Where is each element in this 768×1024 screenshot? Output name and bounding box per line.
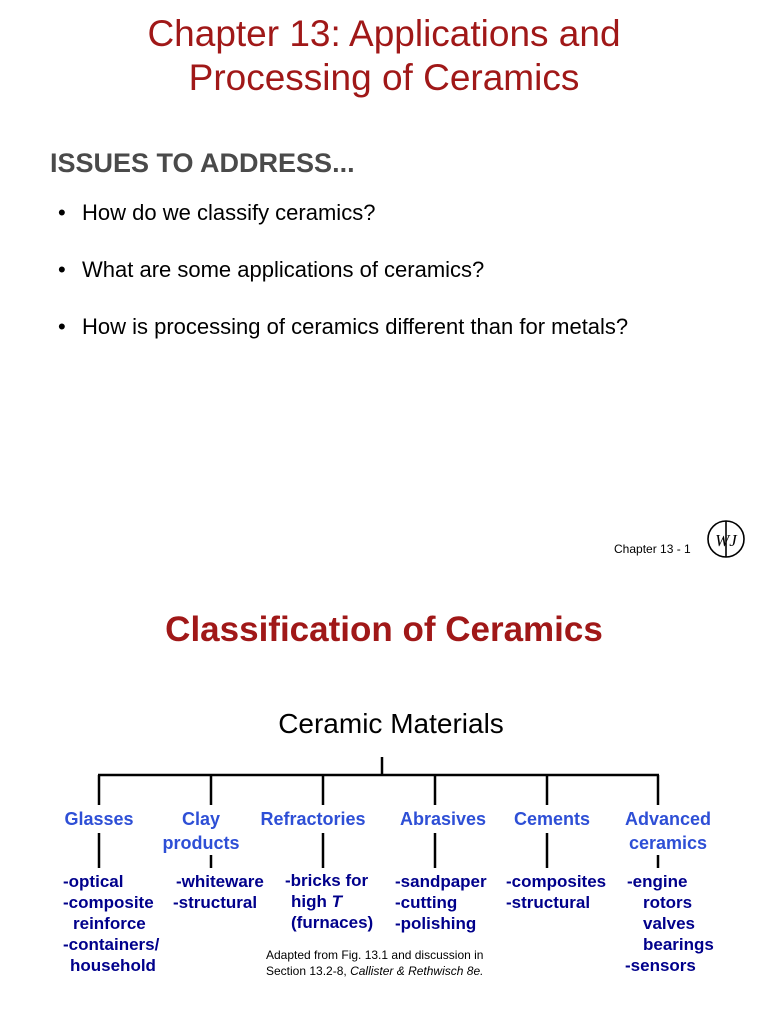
bullet-dot-icon: • — [58, 257, 66, 282]
clay-items — [173, 871, 264, 913]
category-label-line2: ceramics — [628, 833, 708, 853]
italic-temperature-symbol: T — [331, 892, 342, 911]
list-item: -bricks for — [285, 871, 369, 890]
list-item: valves — [643, 914, 695, 933]
category-label: Abrasives — [399, 809, 487, 829]
list-item: -sensors — [625, 956, 696, 975]
category-clay-products — [146, 807, 256, 855]
list-item: (furnaces) — [291, 913, 374, 932]
cements-items — [506, 871, 606, 913]
list-item: -polishing — [395, 914, 477, 933]
bullet-dot-icon: • — [58, 200, 66, 225]
category-cements — [497, 807, 607, 831]
category-label-line2: products — [162, 833, 240, 853]
category-glasses — [44, 807, 154, 831]
list-item: -composites — [506, 872, 607, 891]
list-item: -structural — [506, 893, 591, 912]
slide1-title-line2: Processing of Ceramics — [188, 57, 580, 98]
category-label: Clay — [181, 809, 221, 829]
list-item: -whiteware — [176, 872, 264, 891]
bullet-text: How is processing of ceramics different than for metals? — [82, 314, 629, 339]
list-item: -structural — [173, 893, 258, 912]
slide2-title: Classification of Ceramics — [165, 610, 603, 649]
list-item-text: high — [291, 892, 332, 911]
list-item: household — [70, 956, 156, 975]
advanced-items — [627, 871, 714, 976]
category-label: Cements — [513, 809, 591, 829]
issues-heading: ISSUES TO ADDRESS... — [50, 148, 355, 178]
bullet-text: What are some applications of ceramics? — [82, 257, 485, 282]
category-label: Glasses — [64, 809, 134, 829]
category-label: Advanced — [624, 809, 712, 829]
list-item: -optical — [63, 872, 124, 891]
tree-root-label: Ceramic Materials — [278, 708, 504, 739]
refractories-items — [285, 870, 373, 933]
citation-source: Callister & Rethwisch 8e. — [350, 964, 484, 978]
citation-line1: Adapted from Fig. 13.1 and discussion in — [266, 948, 484, 962]
list-item: -sandpaper — [395, 872, 487, 891]
glasses-items — [63, 871, 159, 976]
list-item: -cutting — [395, 893, 458, 912]
list-item: -containers/ — [63, 935, 160, 954]
category-refractories — [253, 807, 373, 831]
slide1-title-line1: Chapter 13: Applications and — [147, 13, 621, 54]
list-item: reinforce — [73, 914, 146, 933]
abrasives-items — [395, 871, 487, 934]
category-advanced-ceramics — [613, 807, 723, 855]
list-item: bearings — [643, 935, 714, 954]
figure-citation — [266, 947, 483, 979]
list-item: rotors — [643, 893, 693, 912]
slide-number: Chapter 13 - 1 — [614, 542, 691, 556]
citation-prefix: Section 13.2-8, — [266, 964, 351, 978]
list-item: -composite — [63, 893, 154, 912]
list-item: -engine — [627, 872, 688, 891]
category-label: Refractories — [260, 809, 366, 829]
bullet-dot-icon: • — [58, 314, 66, 339]
category-abrasives — [388, 807, 498, 831]
list-item — [285, 891, 373, 912]
citation-line2 — [266, 963, 483, 979]
bullet-text: How do we classify ceramics? — [82, 200, 376, 225]
logo-lettering: WJ — [715, 531, 737, 550]
